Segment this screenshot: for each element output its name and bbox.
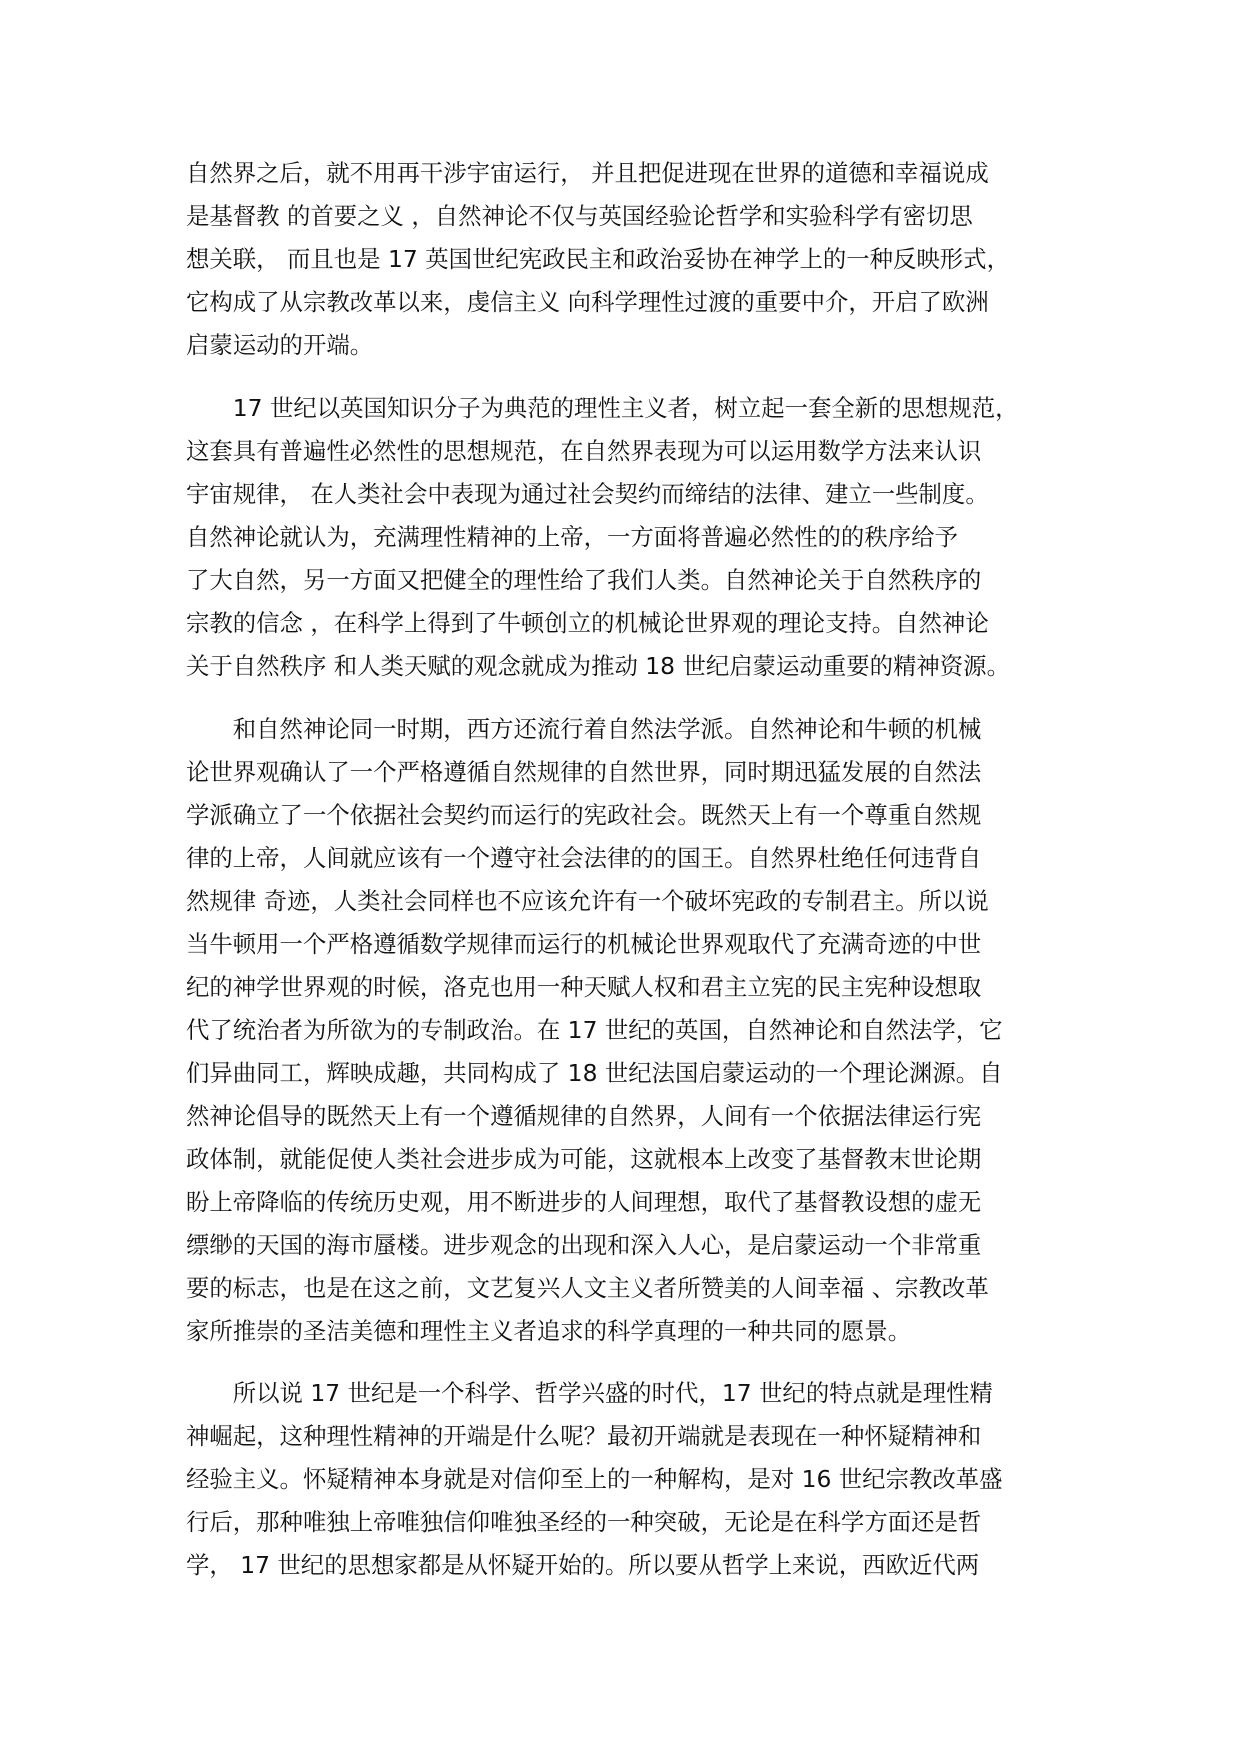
text-line: 行后，那种唯独上帝唯独信仰唯独圣经的一种突破，无论是在科学方面还是哲 (186, 1508, 982, 1536)
text-line: 代了统治者为所欲为的专制政治。在 17 世纪的英国，自然神论和自然法学，它 (186, 1016, 1003, 1044)
text-line: 律的上帝，人间就应该有一个遵守社会法律的的国王。自然界杜绝任何违背自 (186, 844, 982, 872)
text-line: 17 世纪以英国知识分子为典范的理性主义者，树立起一套全新的思想规范， (186, 394, 1019, 422)
paragraph-1 (186, 152, 1076, 367)
text-line: 它构成了从宗教改革以来，虔信主义 向科学理性过渡的重要中介，开启了欧洲 (186, 288, 989, 316)
text-line: 们异曲同工，辉映成趣，共同构成了 18 世纪法国启蒙运动的一个理论渊源。自 (186, 1059, 1003, 1087)
text-line: 家所推崇的圣洁美德和理性主义者追求的科学真理的一种共同的愿景。 (186, 1317, 912, 1345)
text-line: 想关联， 而且也是 17 英国世纪宪政民主和政治妥协在神学上的一种反映形式， (186, 245, 1010, 273)
text-line: 纪的神学世界观的时候，洛克也用一种天赋人权和君主立宪的民主宪种设想取 (186, 973, 982, 1001)
text-line: 所以说 17 世纪是一个科学、哲学兴盛的时代，17 世纪的特点就是理性精 (186, 1379, 993, 1407)
text-line: 然神论倡导的既然天上有一个遵循规律的自然界，人间有一个依据法律运行宪 (186, 1102, 982, 1130)
text-line: 论世界观确认了一个严格遵循自然规律的自然世界，同时期迅猛发展的自然法 (186, 758, 982, 786)
text-line: 经验主义。怀疑精神本身就是对信仰至上的一种解构，是对 16 世纪宗教改革盛 (186, 1465, 1003, 1493)
text-line: 神崛起，这种理性精神的开端是什么呢？最初开端就是表现在一种怀疑精神和 (186, 1422, 982, 1450)
text-line: 这套具有普遍性必然性的思想规范，在自然界表现为可以运用数学方法来认识 (186, 437, 982, 465)
text-line: 当牛顿用一个严格遵循数学规律而运行的机械论世界观取代了充满奇迹的中世 (186, 930, 982, 958)
paragraph-3 (186, 708, 1076, 1353)
paragraph-4 (186, 1372, 1076, 1587)
text-line: 宇宙规律， 在人类社会中表现为通过社会契约而缔结的法律、建立一些制度。 (186, 480, 989, 508)
text-line: 要的标志，也是在这之前，文艺复兴人文主义者所赞美的人间幸福 、宗教改革 (186, 1274, 989, 1302)
text-line: 自然神论就认为，充满理性精神的上帝，一方面将普遍必然性的的秩序给予 (186, 523, 958, 551)
text-line: 关于自然秩序 和人类天赋的观念就成为推动 18 世纪启蒙运动重要的精神资源。 (186, 652, 1010, 680)
text-line: 缥缈的天国的海市蜃楼。进步观念的出现和深入人心，是启蒙运动一个非常重 (186, 1231, 982, 1259)
text-line: 学， 17 世纪的思想家都是从怀疑开始的。所以要从哲学上来说，西欧近代两 (186, 1551, 980, 1579)
text-line: 自然界之后，就不用再干涉宇宙运行， 并且把促进现在世界的道德和幸福说成 (186, 159, 989, 187)
text-line: 和自然神论同一时期，西方还流行着自然法学派。自然神论和牛顿的机械 (186, 715, 982, 743)
text-line: 宗教的信念 ，在科学上得到了牛顿创立的机械论世界观的理论支持。自然神论 (186, 609, 989, 637)
text-line: 学派确立了一个依据社会契约而运行的宪政社会。既然天上有一个尊重自然规 (186, 801, 982, 829)
text-line: 政体制，就能促使人类社会进步成为可能，这就根本上改变了基督教末世论期 (186, 1145, 982, 1173)
text-line: 然规律 奇迹，人类社会同样也不应该允许有一个破坏宪政的专制君主。所以说 (186, 887, 989, 915)
text-line: 了大自然，另一方面又把健全的理性给了我们人类。自然神论关于自然秩序的 (186, 566, 982, 594)
text-line: 启蒙运动的开端。 (186, 331, 374, 359)
text-line: 盼上帝降临的传统历史观，用不断进步的人间理想，取代了基督教设想的虚无 (186, 1188, 982, 1216)
text-line: 是基督教 的首要之义 ，自然神论不仅与英国经验论哲学和实验科学有密切思 (186, 202, 973, 230)
paragraph-2 (186, 387, 1076, 688)
